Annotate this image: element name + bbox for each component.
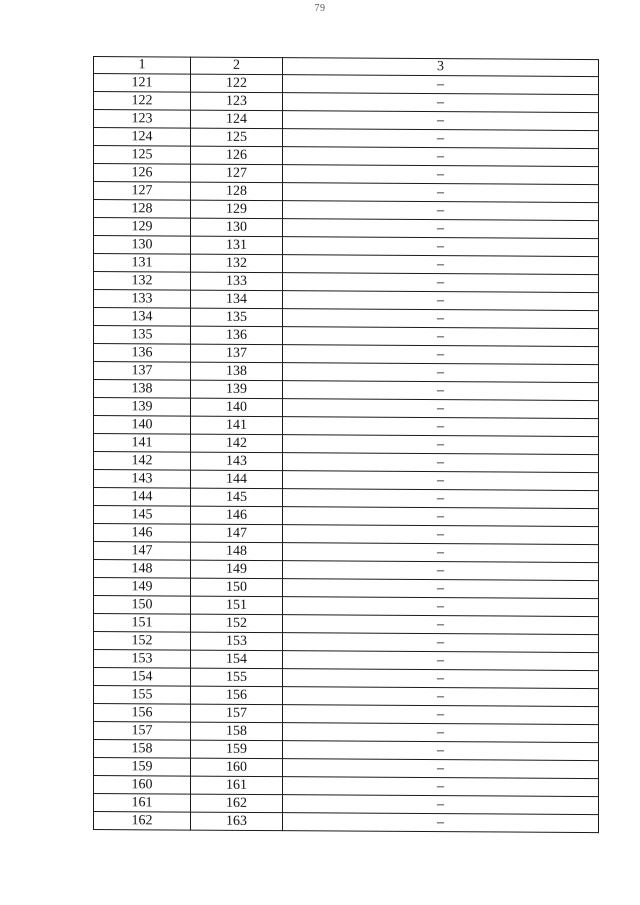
table-cell-col-2: 129 — [191, 200, 283, 219]
table-cell-col-2: 138 — [191, 362, 283, 381]
table-cell-col-1: 155 — [94, 686, 191, 705]
table-cell-col-1: 159 — [94, 758, 191, 777]
table-cell-col-3: – — [283, 543, 599, 563]
data-table — [93, 56, 599, 833]
table-cell-col-2: 148 — [191, 542, 283, 561]
table-cell-col-3: – — [283, 777, 599, 797]
table-cell-col-2: 155 — [191, 668, 283, 687]
table-cell-col-3: – — [283, 219, 599, 239]
column-header-1: 1 — [94, 57, 191, 75]
table-cell-col-2: 139 — [191, 380, 283, 399]
table-cell-col-2: 126 — [191, 146, 283, 165]
table-cell-col-3: – — [283, 687, 599, 707]
table-cell-col-1: 134 — [94, 308, 191, 327]
table-cell-col-3: – — [283, 129, 599, 149]
table-cell-col-3: – — [283, 417, 599, 437]
table-cell-col-2: 134 — [191, 290, 283, 309]
table-cell-col-3: – — [283, 399, 599, 419]
table-cell-col-2: 157 — [191, 704, 283, 723]
table-cell-col-3: – — [283, 651, 599, 671]
table-cell-col-3: – — [283, 669, 599, 689]
table-cell-col-1: 143 — [94, 470, 191, 489]
table-cell-col-3: – — [283, 795, 599, 815]
table-cell-col-1: 124 — [94, 128, 191, 147]
table-cell-col-2: 125 — [191, 128, 283, 147]
table-cell-col-2: 150 — [191, 578, 283, 597]
table-cell-col-3: – — [283, 579, 599, 599]
table-body — [94, 57, 599, 833]
table-cell-col-2: 124 — [191, 110, 283, 129]
table-cell-col-2: 130 — [191, 218, 283, 237]
table-cell-col-2: 133 — [191, 272, 283, 291]
table-cell-col-2: 158 — [191, 722, 283, 741]
table-cell-col-1: 158 — [94, 740, 191, 759]
table-cell-col-3: – — [283, 147, 599, 167]
table-cell-col-3: – — [283, 237, 599, 257]
table-cell-col-2: 128 — [191, 182, 283, 201]
table-cell-col-3: – — [283, 363, 599, 383]
table-row — [94, 812, 599, 833]
table-cell-col-1: 138 — [94, 380, 191, 399]
table-cell-col-3: – — [283, 615, 599, 635]
table-cell-col-2: 143 — [191, 452, 283, 471]
table-cell-col-1: 141 — [94, 434, 191, 453]
table-cell-col-2: 140 — [191, 398, 283, 417]
table-cell-col-3: – — [283, 165, 599, 185]
column-header-3: 3 — [283, 58, 599, 77]
table-cell-col-1: 161 — [94, 794, 191, 813]
table-cell-col-2: 132 — [191, 254, 283, 273]
table-cell-col-1: 156 — [94, 704, 191, 723]
table-cell-col-3: – — [283, 633, 599, 653]
table-cell-col-1: 132 — [94, 272, 191, 291]
table-cell-col-1: 147 — [94, 542, 191, 561]
table-cell-col-1: 128 — [94, 200, 191, 219]
table-cell-col-3: – — [283, 561, 599, 581]
table-cell-col-1: 135 — [94, 326, 191, 345]
page-number: 79 — [314, 3, 326, 14]
table-cell-col-2: 161 — [191, 776, 283, 795]
table-cell-col-2: 145 — [191, 488, 283, 507]
table-cell-col-1: 148 — [94, 560, 191, 579]
table-cell-col-2: 141 — [191, 416, 283, 435]
table-cell-col-2: 131 — [191, 236, 283, 255]
table-cell-col-2: 152 — [191, 614, 283, 633]
table-cell-col-1: 146 — [94, 524, 191, 543]
table-cell-col-3: – — [283, 201, 599, 221]
table-cell-col-1: 142 — [94, 452, 191, 471]
table-cell-col-1: 130 — [94, 236, 191, 255]
column-header-2: 2 — [191, 57, 283, 75]
table-cell-col-1: 125 — [94, 146, 191, 165]
table-cell-col-1: 153 — [94, 650, 191, 669]
table-cell-col-3: – — [283, 273, 599, 293]
table-cell-col-2: 154 — [191, 650, 283, 669]
table-cell-col-3: – — [283, 309, 599, 329]
table-cell-col-1: 140 — [94, 416, 191, 435]
table-cell-col-3: – — [283, 759, 599, 779]
table-cell-col-2: 122 — [191, 74, 283, 93]
table-cell-col-3: – — [283, 435, 599, 455]
table-cell-col-2: 142 — [191, 434, 283, 453]
table-cell-col-1: 122 — [94, 92, 191, 111]
table-cell-col-1: 157 — [94, 722, 191, 741]
table-cell-col-3: – — [283, 507, 599, 527]
table-cell-col-1: 126 — [94, 164, 191, 183]
table-cell-col-1: 133 — [94, 290, 191, 309]
table-cell-col-3: – — [283, 813, 599, 833]
table-cell-col-2: 146 — [191, 506, 283, 525]
table-cell-col-3: – — [283, 75, 599, 95]
table-cell-col-2: 163 — [191, 812, 283, 831]
table-cell-col-2: 159 — [191, 740, 283, 759]
table-cell-col-2: 123 — [191, 92, 283, 111]
table-cell-col-2: 151 — [191, 596, 283, 615]
table-cell-col-3: – — [283, 489, 599, 509]
table-cell-col-1: 131 — [94, 254, 191, 273]
table-cell-col-2: 156 — [191, 686, 283, 705]
table-cell-col-1: 139 — [94, 398, 191, 417]
table-cell-col-3: – — [283, 723, 599, 743]
table-cell-col-2: 135 — [191, 308, 283, 327]
table-cell-col-2: 136 — [191, 326, 283, 345]
table-cell-col-1: 123 — [94, 110, 191, 129]
table-cell-col-3: – — [283, 471, 599, 491]
table-cell-col-1: 150 — [94, 596, 191, 615]
table-cell-col-2: 137 — [191, 344, 283, 363]
table-cell-col-1: 144 — [94, 488, 191, 507]
table-cell-col-1: 129 — [94, 218, 191, 237]
table-cell-col-3: – — [283, 183, 599, 203]
table-cell-col-2: 153 — [191, 632, 283, 651]
table-cell-col-2: 147 — [191, 524, 283, 543]
table-cell-col-3: – — [283, 597, 599, 617]
table-cell-col-1: 127 — [94, 182, 191, 201]
table-cell-col-1: 162 — [94, 812, 191, 831]
table-cell-col-1: 152 — [94, 632, 191, 651]
table-cell-col-2: 127 — [191, 164, 283, 183]
table-cell-col-1: 154 — [94, 668, 191, 687]
table-cell-col-2: 162 — [191, 794, 283, 813]
table-cell-col-3: – — [283, 327, 599, 347]
table-cell-col-3: – — [283, 345, 599, 365]
table-cell-col-1: 145 — [94, 506, 191, 525]
table-cell-col-3: – — [283, 255, 599, 275]
table-cell-col-1: 151 — [94, 614, 191, 633]
table-cell-col-3: – — [283, 453, 599, 473]
table-cell-col-3: – — [283, 93, 599, 113]
table-cell-col-3: – — [283, 291, 599, 311]
table-cell-col-1: 160 — [94, 776, 191, 795]
table-cell-col-3: – — [283, 525, 599, 545]
table-cell-col-1: 137 — [94, 362, 191, 381]
table-cell-col-3: – — [283, 741, 599, 761]
table-cell-col-3: – — [283, 111, 599, 131]
table-cell-col-2: 149 — [191, 560, 283, 579]
table-cell-col-1: 149 — [94, 578, 191, 597]
table-cell-col-3: – — [283, 381, 599, 401]
table-cell-col-1: 121 — [94, 74, 191, 93]
table-cell-col-1: 136 — [94, 344, 191, 363]
table-cell-col-2: 144 — [191, 470, 283, 489]
table-cell-col-2: 160 — [191, 758, 283, 777]
table-cell-col-3: – — [283, 705, 599, 725]
